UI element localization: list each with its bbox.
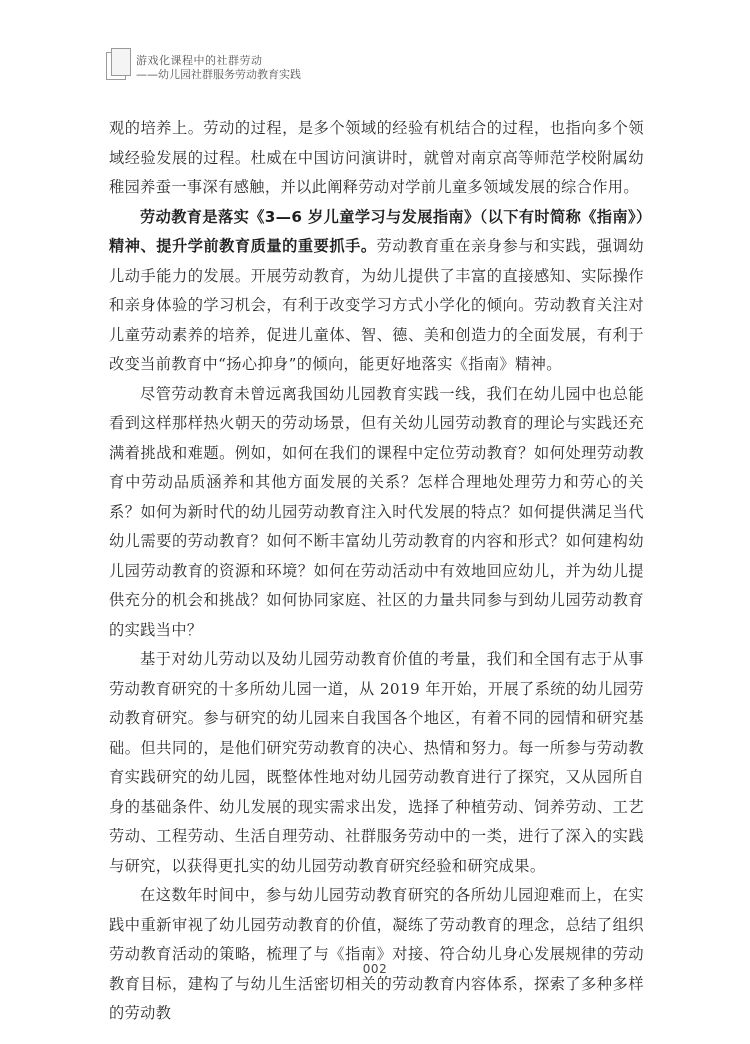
paragraph-2 (109, 203, 644, 380)
page-number: 002 (362, 962, 388, 976)
book-icon (106, 48, 130, 80)
running-header (106, 48, 326, 82)
paragraph-4: 基于对幼儿劳动以及幼儿园劳动教育价值的考量，我们和全国有志于从事劳动教育研究的十多所幼儿园一道，从 2019 年开始，开展了系统的幼儿园劳动教育研究。参与研究的幼儿园来自我国各个地区，有着不同的园情和研究基础。但共同的，是他们研究劳动教育的决心、热情和努力。每一所参与劳动教育实践研究的幼儿园，既整体性地对幼儿园劳动教育进行了探究，又从园所自身的基础条件、幼儿发展的现实需求出发，选择了种植劳动、饲养劳动、工艺劳动、工程劳动、生活自理劳动、社群服务劳动中的一类，进行了深入的实践与研究，以获得更扎实的幼儿园劳动教育研究经验和研究成果。 (109, 650, 644, 875)
paragraph-5: 在这数年时间中，参与幼儿园劳动教育研究的各所幼儿园迎难而上，在实践中重新审视了幼儿园劳动教育的价值，凝练了劳动教育的理念，总结了组织劳动教育活动的策略，梳理了与《指南》对接、符合幼儿身心发展规律的劳动教育目标，建构了与幼儿生活密切相关的劳动教育内容体系，探索了多种多样的劳动教 (109, 886, 644, 1022)
paragraph-2-emphasis: 劳动教育是落实《3—6 岁儿童学习与发展指南》（以下有时简称《指南》）精神、提升学前教育质量的重要抓手。 (109, 207, 644, 255)
header-title: 游戏化课程中的社群劳动 (136, 54, 263, 67)
paragraph-2-text: 劳动教育重在亲身参与和实践，强调幼儿动手能力的发展。开展劳动教育，为幼儿提供了丰富的直接感知、实际操作和亲身体验的学习机会，有利于改变学习方式小学化的倾向。劳动教育关注对儿童劳动素养的培养，促进儿童体、智、德、美和创造力的全面发展，有利于改变当前教育中“扬心抑身”的倾向，能更好地落实《指南》精神。 (109, 237, 644, 373)
body-text (109, 114, 644, 1029)
paragraph-3: 尽管劳动教育未曾远离我国幼儿园教育实践一线，我们在幼儿园中也总能看到这样那样热火朝天的劳动场景，但有关幼儿园劳动教育的理论与实践还充满着挑战和难题。例如，如何在我们的课程中定位劳动教育？如何处理劳动教育中劳动品质涵养和其他方面发展的关系？怎样合理地处理劳力和劳心的关系？如何为新时代的幼儿园劳动教育注入时代发展的特点？如何提供满足当代幼儿需要的劳动教育？如何不断丰富幼儿劳动教育的内容和形式？如何建构幼儿园劳动教育的资源和环境？如何在劳动活动中有效地回应幼儿，并为幼儿提供充分的机会和挑战？如何协同家庭、社区的力量共同参与到幼儿园劳动教育的实践当中？ (109, 384, 644, 639)
header-subtitle: ——幼儿园社群服务劳动教育实践 (136, 68, 301, 81)
paragraph-1: 观的培养上。劳动的过程，是多个领域的经验有机结合的过程，也指向多个领域经验发展的过程。杜威在中国访问演讲时，就曾对南京高等师范学校附属幼稚园养蚕一事深有感触，并以此阐释劳动对学前儿童多领域发展的综合作用。 (109, 119, 644, 196)
